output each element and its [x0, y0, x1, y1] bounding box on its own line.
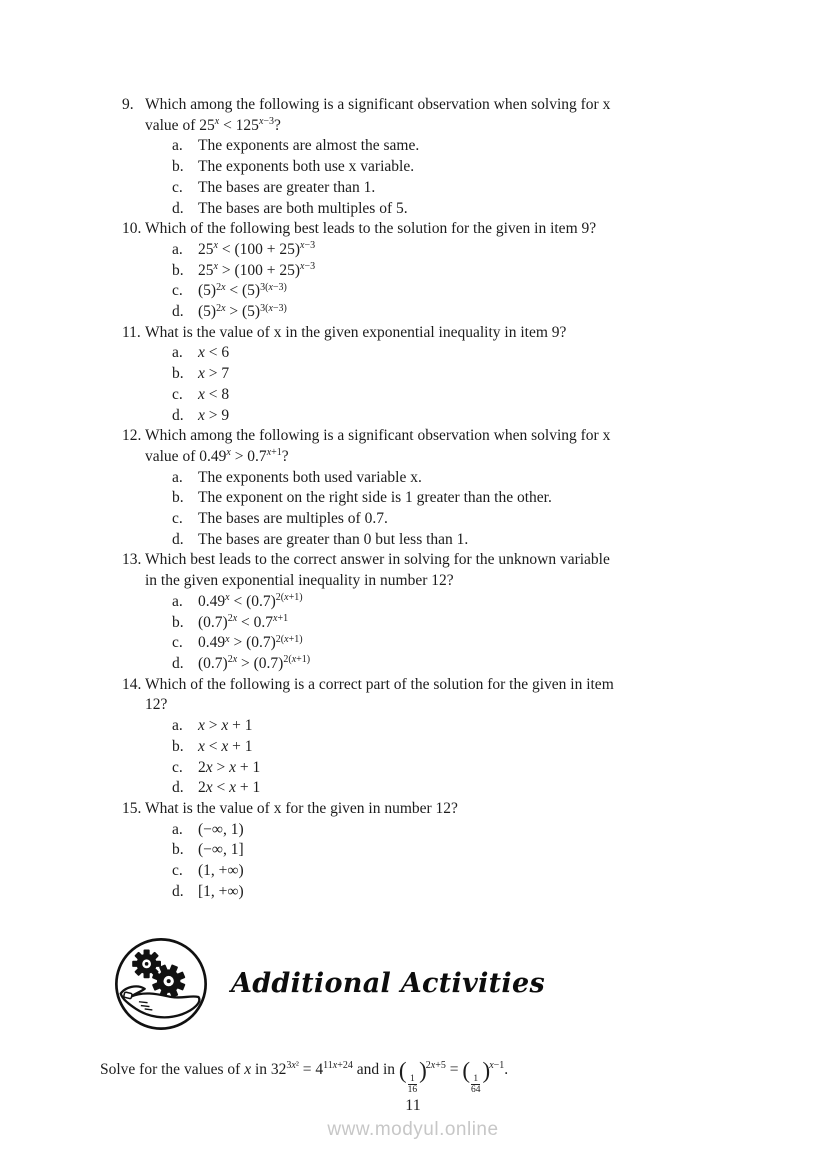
- option-letter: d.: [172, 654, 184, 672]
- option-text: $(0.7)^{2x} > (0.7)^{2(x+1)}$: [198, 654, 311, 672]
- option-letter: a.: [172, 820, 183, 838]
- option-letter: d.: [172, 199, 184, 217]
- option-text: The exponent on the right side is 1 greater than the other.: [198, 489, 552, 507]
- question-item: [122, 426, 738, 550]
- option-letter: c.: [172, 758, 183, 776]
- page-number: 11: [405, 1097, 421, 1114]
- option-text: 2x > x + 1: [198, 758, 261, 776]
- option-item: [172, 654, 735, 675]
- option-item: [172, 302, 735, 323]
- option-letter: a.: [172, 137, 183, 155]
- option-item: [172, 530, 735, 551]
- question-number: 13.: [122, 551, 142, 569]
- option-item: [172, 840, 735, 861]
- option-item: [172, 509, 735, 530]
- option-item: [172, 737, 735, 758]
- question-number: 11.: [122, 323, 141, 341]
- option-letter: c.: [172, 282, 183, 300]
- option-text: $(5)^{2x} < (5)^{3(x-3)}$: [198, 281, 287, 300]
- option-list: [145, 343, 735, 426]
- option-letter: b.: [172, 158, 184, 176]
- question-text: Which of the following best leads to the solution for the given in item 9?: [145, 220, 597, 238]
- gears-in-hand-icon: [113, 936, 209, 1032]
- option-letter: c.: [172, 178, 183, 196]
- option-item: [172, 716, 735, 737]
- question-item: [122, 323, 738, 427]
- section-heading: Additional Activities: [231, 967, 545, 999]
- option-item: [172, 778, 735, 799]
- option-text: $(5)^{2x} > (5)^{3(x-3)}$: [198, 302, 287, 321]
- question-text: What is the value of x in the given exponential inequality in item 9?: [145, 323, 567, 341]
- option-item: [172, 613, 735, 634]
- option-letter: c.: [172, 862, 183, 880]
- question-number: 9.: [122, 96, 134, 113]
- option-item: [172, 861, 735, 882]
- option-text: $0.49^x < (0.7)^{2(x+1)}$: [198, 592, 303, 610]
- option-item: [172, 281, 735, 302]
- watermark: www.modyul.online: [327, 1118, 499, 1140]
- option-letter: a.: [172, 240, 183, 258]
- option-text: x > 7: [198, 365, 230, 383]
- option-letter: b.: [172, 613, 184, 631]
- option-item: [172, 261, 735, 282]
- option-list: [145, 820, 735, 903]
- option-letter: b.: [172, 489, 184, 507]
- option-item: [172, 488, 735, 509]
- option-letter: b.: [172, 737, 184, 755]
- option-text: $25^x > (100 + 25)^{x-3}$: [198, 261, 316, 279]
- activity-prompt: Solve for the values of x in $32^{3x^2} = 4^{11x+24}$ and in ( $\frac{1}{16}$ )$^{2x+5}$ = ( $\frac{1}{64}$ )$^{x-1}$.: [100, 1057, 509, 1095]
- option-letter: a.: [172, 468, 183, 486]
- option-list: [145, 716, 735, 799]
- question-item: [122, 675, 738, 799]
- question-text: Which of the following is a correct part of the solution for the given in item 12?: [145, 675, 614, 714]
- option-item: [172, 240, 735, 261]
- question-number: 12.: [122, 427, 142, 445]
- option-text: x < x + 1: [198, 737, 253, 755]
- option-text: $0.49^x > (0.7)^{2(x+1)}$: [198, 633, 303, 652]
- option-item: [172, 406, 735, 427]
- option-item: [172, 592, 735, 613]
- option-text: x < 8: [198, 385, 230, 403]
- question-text: Which among the following is a significant observation when solving for x value of $0.49^x > 0.7^{x+1}$?: [145, 427, 611, 465]
- option-item: [172, 882, 735, 903]
- question-item: [122, 219, 738, 323]
- option-text: (−∞, 1): [198, 820, 244, 838]
- question-text: Which among the following is a significant observation when solving for x value of $25^x < 125^{x-3}$?: [145, 96, 611, 134]
- option-text: $(0.7)^{2x} < 0.7^{x+1}$: [198, 613, 289, 631]
- question-list: [122, 95, 738, 902]
- option-text: The bases are multiples of 0.7.: [198, 510, 388, 528]
- option-letter: b.: [172, 365, 184, 383]
- option-letter: d.: [172, 882, 184, 900]
- option-item: [172, 468, 735, 489]
- option-item: [172, 157, 735, 178]
- option-letter: a.: [172, 592, 183, 610]
- question-text: What is the value of x for the given in number 12?: [145, 799, 458, 817]
- option-letter: c.: [172, 634, 183, 652]
- option-text: x < 6: [198, 344, 230, 362]
- option-item: [172, 178, 735, 199]
- option-item: [172, 385, 735, 406]
- option-item: [172, 633, 735, 654]
- option-letter: c.: [172, 385, 183, 403]
- option-item: [172, 758, 735, 779]
- option-letter: a.: [172, 344, 183, 362]
- option-list: [145, 592, 735, 675]
- option-text: (1, +∞): [198, 862, 244, 880]
- question-number: 14.: [122, 675, 142, 693]
- option-text: 2x < x + 1: [198, 779, 261, 797]
- option-letter: c.: [172, 510, 183, 528]
- option-letter: a.: [172, 717, 183, 735]
- page-footer: [0, 1096, 826, 1140]
- question-number: 15.: [122, 799, 142, 817]
- option-letter: d.: [172, 530, 184, 548]
- option-list: [145, 468, 735, 551]
- option-letter: b.: [172, 841, 184, 859]
- option-item: [172, 820, 735, 841]
- option-list: [145, 240, 735, 323]
- option-text: $25^x < (100 + 25)^{x-3}$: [198, 240, 316, 258]
- option-text: The exponents both use x variable.: [198, 158, 415, 176]
- question-item: [122, 799, 738, 903]
- additional-activities-section: [113, 936, 545, 1032]
- option-text: The bases are greater than 1.: [198, 178, 376, 196]
- option-text: The bases are greater than 0 but less than 1.: [198, 530, 469, 548]
- option-text: The exponents are almost the same.: [198, 137, 420, 155]
- question-number: 10.: [122, 220, 142, 238]
- question-item: [122, 550, 738, 674]
- option-item: [172, 136, 735, 157]
- option-text: The bases are both multiples of 5.: [198, 199, 408, 217]
- question-item: [122, 95, 738, 219]
- option-item: [172, 199, 735, 220]
- option-text: x > x + 1: [198, 717, 253, 735]
- option-item: [172, 343, 735, 364]
- option-text: [1, +∞): [198, 882, 244, 900]
- option-letter: d.: [172, 779, 184, 797]
- option-text: x > 9: [198, 406, 230, 424]
- option-text: The exponents both used variable x.: [198, 468, 422, 486]
- option-item: [172, 364, 735, 385]
- option-letter: b.: [172, 261, 184, 279]
- option-text: (−∞, 1]: [198, 841, 244, 859]
- option-list: [145, 136, 735, 219]
- question-text: Which best leads to the correct answer in solving for the unknown variable in the given exponential inequality in number 12?: [145, 551, 610, 590]
- option-letter: d.: [172, 303, 184, 321]
- option-letter: d.: [172, 406, 184, 424]
